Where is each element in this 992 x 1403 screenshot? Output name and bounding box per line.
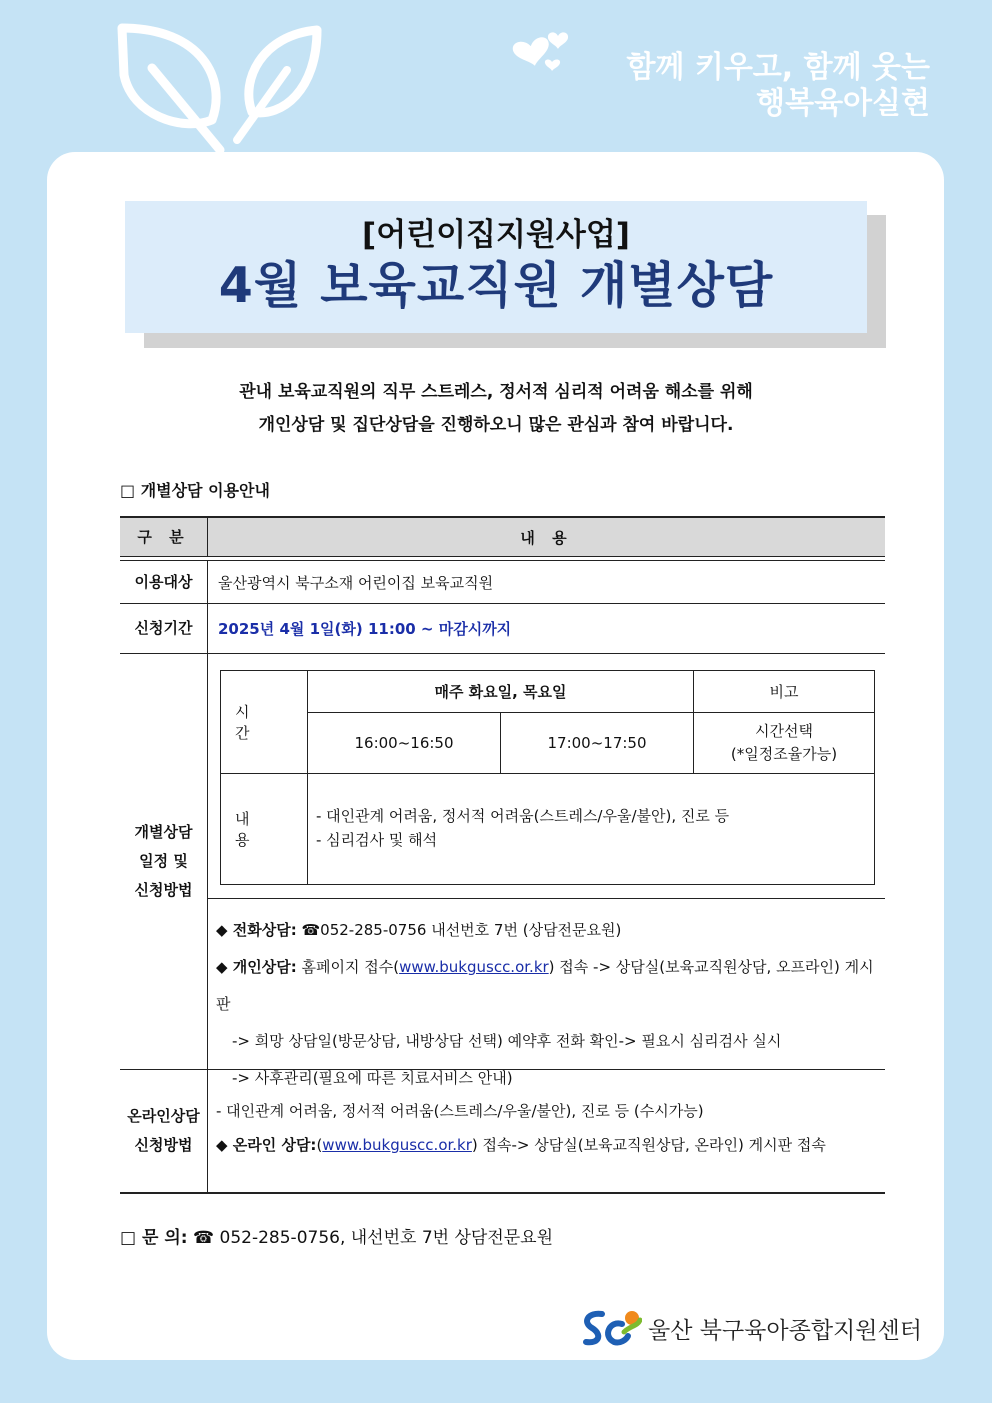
table-row (120, 604, 885, 654)
content-line-1: - 대인관계 어려움, 정서적 어려움(스트레스/우울/불안), 진로 등 (316, 807, 730, 825)
table-row (120, 654, 885, 1087)
time-slot-1: 16:00~16:50 (308, 713, 501, 774)
schedule-inner-table (220, 670, 875, 885)
contact-label: □ 문 의: (120, 1228, 188, 1248)
slogan-line-2: 행복육아실현 (756, 86, 930, 121)
header-label: 구 분 (120, 518, 208, 556)
center-logo-icon (580, 1306, 642, 1350)
online-label-2: 신청방법 (134, 1136, 193, 1154)
personal-pre: 홈페이지 접수( (296, 958, 400, 976)
personal-step-2: -> 희망 상담일(방문상담, 내방상담 선택) 예약후 전화 확인-> 필요시 심리검사 실시 (232, 1032, 782, 1050)
phone-method (216, 912, 876, 949)
contact-info (120, 1223, 553, 1248)
personal-step-3: -> 사후관리(필요에 따른 치료서비스 안내) (232, 1069, 513, 1087)
time-label: 시 간 (221, 671, 308, 774)
online-method (216, 1128, 876, 1162)
contact-value: ☎ 052-285-0756, 내선번호 7번 상담전문요원 (187, 1228, 554, 1248)
phone-value: ☎052-285-0756 내선번호 7번 (상담전문요원) (296, 921, 622, 939)
header-content: 내 용 (520, 528, 573, 547)
select-line-2: (*일정조율가능) (730, 745, 838, 763)
target-value: 울산광역시 북구소재 어린이집 보육교직원 (218, 573, 494, 592)
homepage-link[interactable]: www.bukguscc.or.kr (399, 958, 549, 976)
schedule-label (120, 654, 208, 1069)
title-sub: [어린이집지원사업] (362, 217, 630, 253)
section-heading: □ 개별상담 이용안내 (120, 481, 270, 500)
target-label: 이용대상 (120, 561, 208, 603)
personal-post: ) 접속 -> 상담실(보육교직원상담, 오프라인) 게시판 (216, 958, 874, 1013)
time-select-note (694, 713, 874, 774)
schedule-label-3: 신청방법 (134, 881, 193, 899)
title-box (125, 201, 867, 333)
online-pre: ( (316, 1136, 323, 1154)
schedule-label-1: 개별상담 (134, 823, 193, 841)
online-method-label: ◆ 온라인 상담: (216, 1136, 317, 1154)
online-post: ) 접속-> 상담실(보육교직원상담, 온라인) 게시판 접속 (471, 1136, 826, 1154)
center-logo (580, 1306, 925, 1350)
content-list (308, 774, 874, 884)
page-title: 4월 보육교직원 개별상담 (218, 257, 774, 314)
table-row (120, 561, 885, 604)
period-value: 2025년 4월 1일(화) 11:00 ~ 마감시까지 (218, 620, 512, 638)
phone-label: ◆ 전화상담: (216, 921, 297, 939)
online-label-1: 온라인상담 (127, 1107, 200, 1125)
note-header: 비고 (694, 671, 874, 713)
days-header: 매주 화요일, 목요일 (308, 671, 694, 713)
divider (208, 898, 885, 899)
schedule-cell (208, 654, 885, 1087)
center-name: 울산 북구육아종합지원센터 (648, 1317, 922, 1344)
hearts-icon (508, 26, 574, 74)
online-homepage-link[interactable]: www.bukguscc.or.kr (322, 1136, 472, 1154)
leaf-outline-icon (112, 20, 327, 155)
table-header-row (120, 516, 885, 557)
table-row (120, 1070, 885, 1194)
personal-label: ◆ 개인상담: (216, 958, 297, 976)
online-methods (216, 1094, 876, 1162)
content-line-2: - 심리검사 및 해석 (316, 831, 438, 849)
intro-line-1: 관내 보육교직원의 직무 스트레스, 정서적 심리적 어려움 해소를 위해 (239, 382, 753, 402)
select-line-1: 시간선택 (755, 722, 813, 740)
online-line-1: - 대인관계 어려움, 정서적 어려움(스트레스/우울/불안), 진로 등 (수시가능) (216, 1102, 704, 1120)
intro-text (125, 376, 867, 442)
slogan (626, 50, 930, 122)
online-label (120, 1070, 208, 1192)
personal-method (216, 949, 876, 1023)
slogan-line-1: 함께 키우고, 함께 웃는 (626, 50, 930, 85)
schedule-label-2: 일정 및 (139, 852, 188, 870)
content-label: 내 용 (221, 774, 308, 884)
intro-line-2: 개인상담 및 집단상담을 진행하오니 많은 관심과 참여 바랍니다. (258, 415, 734, 435)
time-slot-2: 17:00~17:50 (501, 713, 694, 774)
period-label: 신청기간 (120, 604, 208, 653)
online-cell (208, 1070, 885, 1192)
